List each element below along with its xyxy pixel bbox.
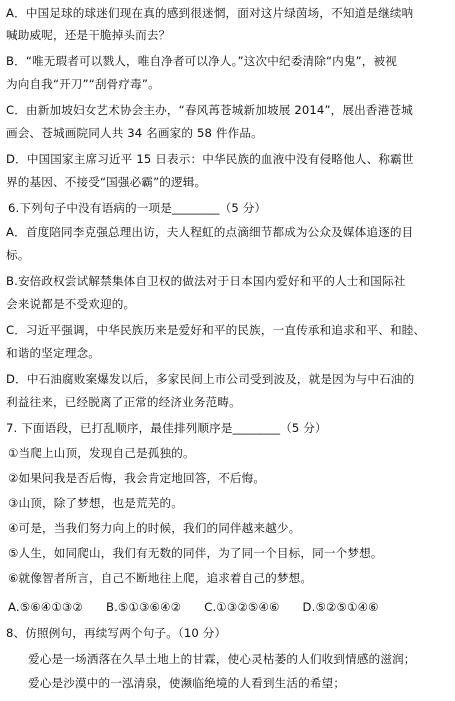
q5-option-b-line2: 为向自我“开刀”“刮骨疗毒”。 [6, 77, 160, 91]
q8-example-1: 爱心是一场洒落在久旱土地上的甘霖，使心灵枯萎的人们收到情感的滋润； [28, 652, 416, 666]
q5-option-a-line1: A．中国足球的球迷们现在真的感到很迷惘，面对这片绿茵场，不知道是继续呐 [6, 6, 414, 20]
q6-option-b-line2: 会来说都是不受欢迎的。 [6, 297, 136, 311]
q6-option-a-line2: 标。 [6, 248, 30, 262]
q7-stem: 7. 下面语段，已打乱顺序，最佳排列顺序是________（5 分） [6, 421, 327, 435]
q7-choices: A.⑤⑥④①③② B.⑤①③⑥④② C.①③②⑤④⑥ D.⑤②⑤①④⑥ [8, 600, 379, 614]
q6-option-d-line2: 利益往来，已经脱离了正常的经济业务范畴。 [6, 395, 241, 409]
q6-option-c-line1: C．习近平强调，中华民族历来是爱好和平的民族，一直传承和追求和平、和睦、 [6, 323, 426, 337]
q6-option-c-line2: 和谐的坚定理念。 [6, 346, 100, 360]
q7-sentence-4: ④可是，当我们努力向上的时候，我们的同伴越来越少。 [8, 521, 301, 535]
q7-sentence-5: ⑤人生，如同爬山，我们有无数的同伴，为了同一个目标，同一个梦想。 [8, 546, 383, 560]
q5-option-c-line1: C．由新加坡妇女艺术协会主办，“春风苒苍城新加坡展 2014”，展出香港苍城 [6, 103, 413, 117]
q6-stem: 6.下列句子中没有语病的一项是________（5 分） [8, 201, 267, 215]
q6-option-b-line1: B.安倍政权尝试解禁集体自卫权的做法对于日本国内爱好和平的人士和国际社 [6, 274, 406, 288]
q5-option-a-line2: 喊助威呢，还是干脆掉头而去？ [6, 28, 171, 42]
q5-option-d-line1: D．中国国家主席习近平 15 日表示：中华民族的血液中没有侵略他人、称霸世 [6, 152, 414, 166]
q5-option-c-line2: 画会、苍城画院同人共 34 名画家的 58 件作品。 [6, 126, 263, 140]
q7-sentence-1: ①当爬上山顶，发现自己是孤独的。 [8, 446, 195, 460]
q7-sentence-2: ②如果问我是否后悔，我会肯定地回答，不后悔。 [8, 471, 266, 485]
q8-stem: 8、仿照例句，再续写两个句子。（10 分） [6, 626, 227, 640]
q6-option-d-line1: D．中石油腐败案爆发以后，多家民间上市公司受到波及，就是因为与中石油的 [6, 372, 415, 386]
q8-example-2: 爱心是沙漠中的一泓清泉，使濒临绝境的人看到生活的希望； [28, 676, 346, 690]
q5-option-b-line1: B．“唯无瑕者可以戮人，唯自净者可以净人。”这次中纪委清除“内鬼”，被视 [6, 54, 397, 68]
q7-sentence-6: ⑥就像智者所言，自己不断地往上爬，追求着自己的梦想。 [8, 571, 313, 585]
q6-option-a-line1: A．首度陪同李克强总理出访，夫人程虹的点滴细节都成为公众及媒体追逐的目 [6, 225, 414, 239]
q5-option-d-line2: 界的基因、不接受“国强必霸”的逻辑。 [6, 175, 207, 189]
q7-sentence-3: ③山顶，除了梦想，也是荒芜的。 [8, 496, 183, 510]
